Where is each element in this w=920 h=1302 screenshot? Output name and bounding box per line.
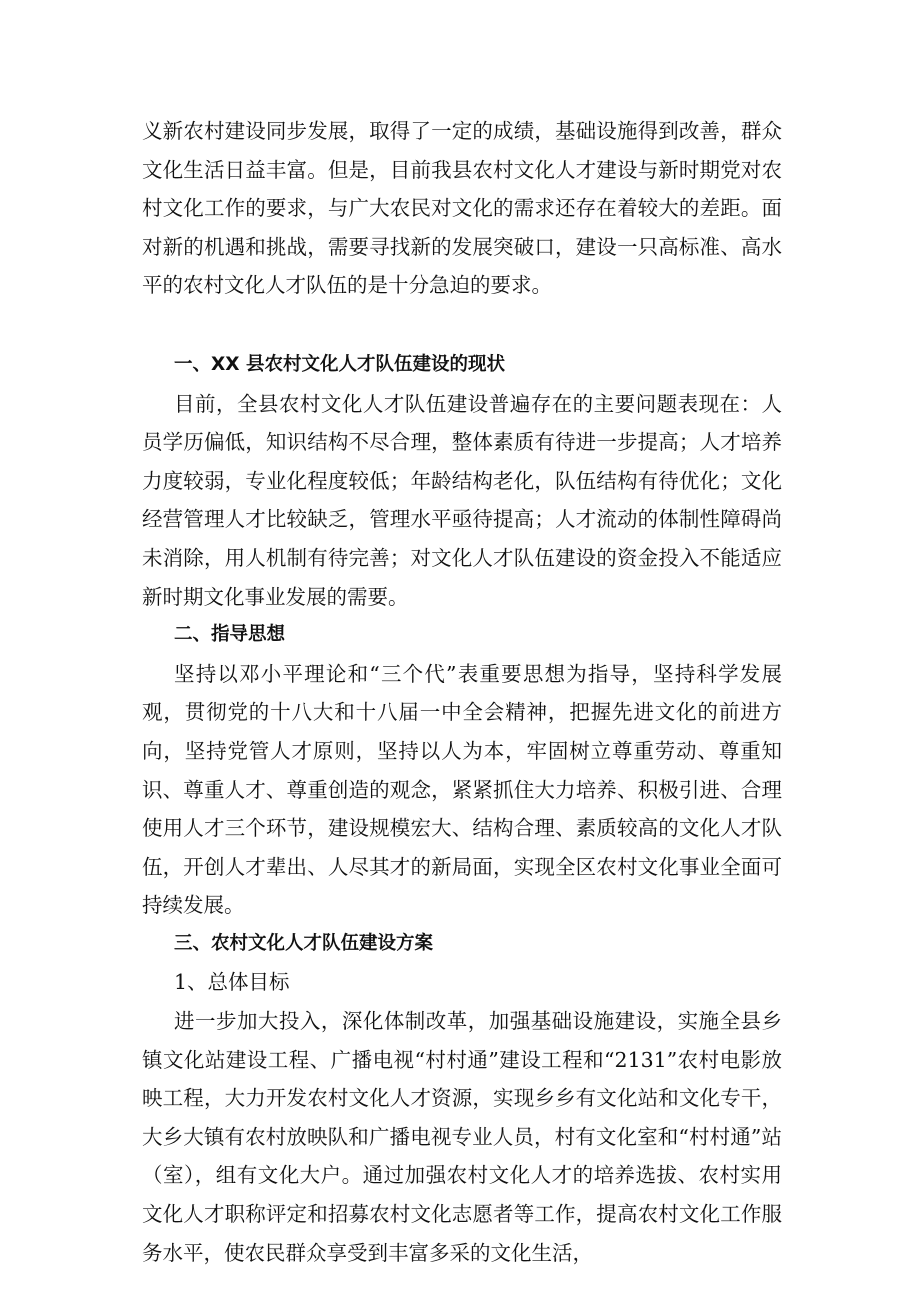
document-page (142, 112, 782, 1272)
section-1-paragraph: 目前，全县农村文化人才队伍建设普遍存在的主要问题表现在：人员学历偏低，知识结构不尽合理，整体素质有待进一步提高；人才培养力度较弱，专业化程度较低；年龄结构老化，队伍结构有待优化；文化经营管理人才比较缺乏，管理水平亟待提高；人才流动的体制性障碍尚未消除，用人机制有待完善；对文化人才队伍建设的资金投入不能适应新时期文化事业发展的需要。 (142, 391, 782, 609)
section-3-1-subheading: 1、总体目标 (174, 970, 290, 995)
intro-paragraph: 义新农村建设同步发展，取得了一定的成绩，基础设施得到改善，群众文化生活日益丰富。但是，目前我县农村文化人才建设与新时期党对农村文化工作的要求，与广大农民对文化的需求还存在着较大的差距。面对新的机遇和挑战，需要寻找新的发展突破口，建设一只高标准、高水平的农村文化人才队伍的是十分急迫的要求。 (142, 119, 782, 298)
section-1-heading: 一、XX 县农村文化人才队伍建设的现状 (174, 353, 505, 375)
section-3-heading: 三、农村文化人才队伍建设方案 (174, 932, 434, 954)
section-2-paragraph: 坚持以邓小平理论和“三个代”表重要思想为指导，坚持科学发展观，贯彻党的十八大和十八届一中全会精神，把握先进文化的前进方向，坚持党管人才原则，坚持以人为本，牢固树立尊重劳动、尊重知识、尊重人才、尊重创造的观念，紧紧抓住大力培养、积极引进、合理使用人才三个环节，建设规模宏大、结构合理、素质较高的文化人才队伍，开创人才辈出、人尽其才的新局面，实现全区农村文化事业全面可持续发展。 (142, 661, 782, 918)
section-3-1-paragraph: 进一步加大投入，深化体制改革，加强基础设施建设，实施全县乡镇文化站建设工程、广播电视“村村通”建设工程和“2131”农村电影放映工程，大力开发农村文化人才资源，实现乡乡有文化站和文化专干，大乡大镇有农村放映队和广播电视专业人员，村有文化室和“村村通”站（室），组有文化大户。通过加强农村文化人才的培养选拔、农村实用文化人才职称评定和招募农村文化志愿者等工作，提高农村文化工作服务水平，使农民群众享受到丰富多采的文化生活， (142, 1009, 782, 1265)
section-2-heading: 二、指导思想 (174, 624, 286, 646)
